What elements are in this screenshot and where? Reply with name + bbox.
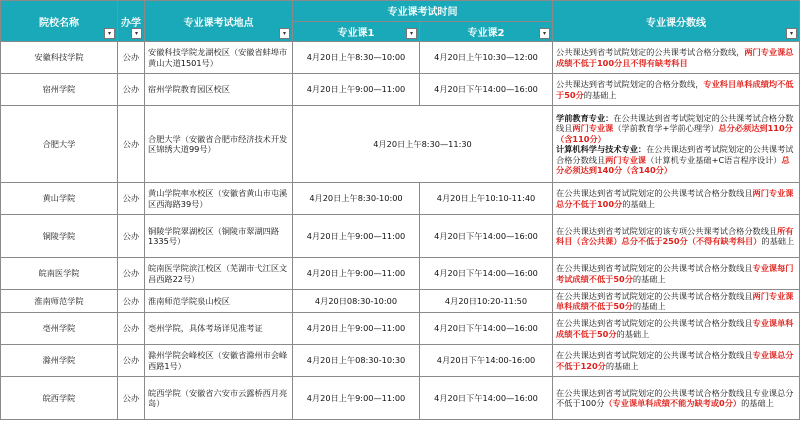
school-type-cell: 公办 [118,345,145,377]
score-line-cell [553,74,800,106]
header-type-label: 办学 [121,17,141,29]
score-requirement-text: 在公共课达到省考试院划定的公共课考试合格分数线且 [556,290,753,301]
table-body [1,42,800,420]
school-type-cell: 公办 [118,42,145,74]
score-requirement-text: 公共课达到省考试院划定的公共课考试合格分数线， [556,47,745,57]
table-row [1,345,800,377]
score-requirement-text: 的基础上 [583,89,617,100]
header-time-group [293,1,553,22]
school-type-cell: 公办 [118,258,145,290]
score-requirement-text: 在公共课达到省考试院划定的公共课考试合格分数线且 [556,144,794,165]
exam-location-cell: 铜陵学院翠湖校区（铜陵市翠湖四路1335号） [145,215,293,258]
header-course1 [293,21,420,42]
exam-location-cell: 滁州学院会峰校区（安徽省滁州市会峰西路1号） [145,345,293,377]
exam-time1-cell: 4月20日上午9:00—11:00 [293,215,420,258]
table-row [1,377,800,420]
filter-dropdown-icon[interactable]: ▾ [786,28,797,39]
score-requirement-highlight: 专业课每门考试成绩不低于50分 [556,263,794,284]
score-requirement-text: （学前教育学+学前心理学） [613,123,719,133]
school-name-cell: 黄山学院 [1,183,118,215]
header-school [1,1,118,42]
school-name-cell: 安徽科技学院 [1,42,118,74]
filter-dropdown-icon[interactable]: ▾ [279,28,290,39]
school-type-cell: 公办 [118,377,145,420]
table-row [1,106,800,183]
table-row [1,183,800,215]
exam-location-cell: 宿州学院教育园区校区 [145,74,293,106]
header-school-label: 院校名称 [39,17,79,29]
exam-time2-cell: 4月20日下午14:00—16:00 [420,377,553,420]
score-requirement-highlight: 两门专业课总成绩不低于100分且不得有缺考科目 [556,47,794,68]
school-name-cell: 滁州学院 [1,345,118,377]
score-requirement-text: 的基础上 [616,328,650,339]
exam-location-cell: 皖南医学院滨江校区（芜湖市弋江区文昌西路22号） [145,258,293,290]
score-requirement-highlight: 总分必须达到110分（含110分） [556,123,793,144]
score-requirement-text: 计算机科学与技术专业： [556,144,647,154]
header-score-label: 专业课分数线 [646,17,706,29]
exam-location-cell: 皖西学院（安徽省六安市云露桥西月亮岛） [145,377,293,420]
exam-time1-cell: 4月20日上午9:00—11:00 [293,74,420,106]
score-line-cell [553,215,800,258]
exam-time2-cell: 4月20日下午14:00—16:00 [420,258,553,290]
score-requirement-text: 在公共课达到省考试院划定的公共课考试合格分数线且 [556,318,753,328]
exam-time1-cell: 4月20日上午8:30-10:00 [293,183,420,215]
school-name-cell: 宿州学院 [1,74,118,106]
score-requirement-highlight: 两门专业课总分不低于100分 [556,188,794,209]
score-requirement-highlight: 总分必须达到140分（含140分） [556,154,790,175]
header-course2-label: 专业课2 [467,27,505,39]
school-name-cell: 皖南医学院 [1,258,118,290]
school-type-cell: 公办 [118,74,145,106]
table-row [1,258,800,290]
score-requirement-text: 的基础上 [632,301,666,311]
exam-time1-cell: 4月20日上午9:00—11:00 [293,313,420,345]
header-time-group-label: 专业课考试时间 [387,7,458,19]
header-type [118,1,145,42]
exam-time1-cell: 4月20日上午08:30-10:30 [293,345,420,377]
exam-time1-cell: 4月20日上午9:00—11:00 [293,377,420,420]
filter-dropdown-icon[interactable]: ▾ [406,28,417,39]
score-requirement-highlight: 两门专业课 [605,154,647,165]
school-name-cell: 合肥大学 [1,106,118,183]
filter-dropdown-icon[interactable]: ▾ [131,28,142,39]
filter-dropdown-icon[interactable]: ▾ [104,28,115,39]
header-course2 [420,21,553,42]
score-requirement-highlight: （专业课单科成绩不能为缺考或0分） [604,398,742,408]
score-requirement-highlight: 两门专业课 [572,123,614,133]
score-requirement-text: 的基础上 [761,236,795,246]
score-requirement-text: 在公共课达到省考试院划定的公共课考试合格分数线且 [556,188,753,198]
score-line-cell [553,42,800,74]
exam-time2-cell: 4月20日下午14:00—16:00 [420,215,553,258]
score-line-cell [553,183,800,215]
header-location [145,1,293,42]
score-line-cell [553,377,800,420]
exam-time2-cell: 4月20日10:20-11:50 [420,290,553,313]
school-type-cell: 公办 [118,106,145,183]
exam-time-merged-cell: 4月20日上午8:30—11:30 [293,106,553,183]
exam-time2-cell: 4月20日下午14:00—16:00 [420,313,553,345]
table-row [1,313,800,345]
exam-location-cell: 黄山学院率水校区（安徽省黄山市屯溪区西海路39号） [145,183,293,215]
score-requirement-text: 的基础上 [605,360,639,371]
score-requirement-text: 在公共课达到省考试院划定的公共课考试合格分数线且 [556,263,753,273]
exam-location-cell: 安徽科技学院龙湖校区（安徽省蚌埠市黄山大道1501号） [145,42,293,74]
score-requirement-highlight: 两门专业课单科成绩不低于50分 [556,290,794,311]
school-type-cell: 公办 [118,313,145,345]
exam-time2-cell: 4月20日下午14:00-16:00 [420,345,553,377]
header-location-label: 专业课考试地点 [183,17,254,29]
exam-time2-cell: 4月20日上午10:30—12:00 [420,42,553,74]
exam-time1-cell: 4月20日08:30-10:00 [293,290,420,313]
score-requirement-text: 在公共课达到省考试院划定的公共课考试合格分数线且 [556,112,794,133]
score-line-cell [553,313,800,345]
table-row [1,215,800,258]
table-row [1,42,800,74]
exam-time1-cell: 4月20日上午9:00—11:00 [293,258,420,290]
header-score [553,1,800,42]
score-line-cell [553,290,800,313]
score-requirement-highlight: 专业课总分不低于120分 [556,350,794,371]
school-name-cell: 铜陵学院 [1,215,118,258]
score-requirement-text: 在公共课达到省考试院划定的该专项公共课考试合格分数线且 [556,225,778,236]
score-line-cell [553,258,800,290]
score-line-cell [553,106,800,183]
header-course1-label: 专业课1 [337,27,375,39]
score-line-cell [553,345,800,377]
score-requirement-text: 的基础上 [632,273,666,284]
filter-dropdown-icon[interactable]: ▾ [539,28,550,39]
score-requirement-text: 的基础上 [741,398,774,408]
exam-time2-cell: 4月20日下午14:00—16:00 [420,74,553,106]
school-name-cell: 亳州学院 [1,313,118,345]
exam-location-cell: 淮南师范学院泉山校区 [145,290,293,313]
score-requirement-text: 的基础上 [622,198,655,209]
score-requirement-highlight: 所有科目（含公共课）总分不低于250分（不得有缺考科目） [556,225,794,246]
score-requirement-highlight: 专业科目单科成绩均不低于50分 [556,79,794,100]
exam-location-cell: 亳州学院，具体考场详见准考证 [145,313,293,345]
table-row [1,74,800,106]
score-requirement-text: 在公共课达到省考试院划定的公共课考试合格分数线且专业课总分不低于100分 [556,387,794,408]
table-row [1,290,800,313]
school-name-cell: 皖西学院 [1,377,118,420]
exam-location-cell: 合肥大学（安徽省合肥市经济技术开发区锦绣大道99号） [145,106,293,183]
score-requirement-text: 学前教育专业： [556,112,614,123]
score-requirement-text: （计算机专业基础+C语言程序设计） [646,154,782,165]
score-requirement-text: 公共课达到省考试院划定的合格分数线， [556,79,704,89]
score-requirement-text: 在公共课达到省考试院划定的公共课考试合格分数线且 [556,350,753,360]
school-name-cell: 淮南师范学院 [1,290,118,313]
exam-time2-cell: 4月20日上午10:10-11:40 [420,183,553,215]
school-type-cell: 公办 [118,183,145,215]
school-type-cell: 公办 [118,290,145,313]
score-requirement-highlight: 专业课单科成绩不低于50分 [556,318,794,339]
school-type-cell: 公办 [118,215,145,258]
exam-time1-cell: 4月20日上午8:30—10:00 [293,42,420,74]
